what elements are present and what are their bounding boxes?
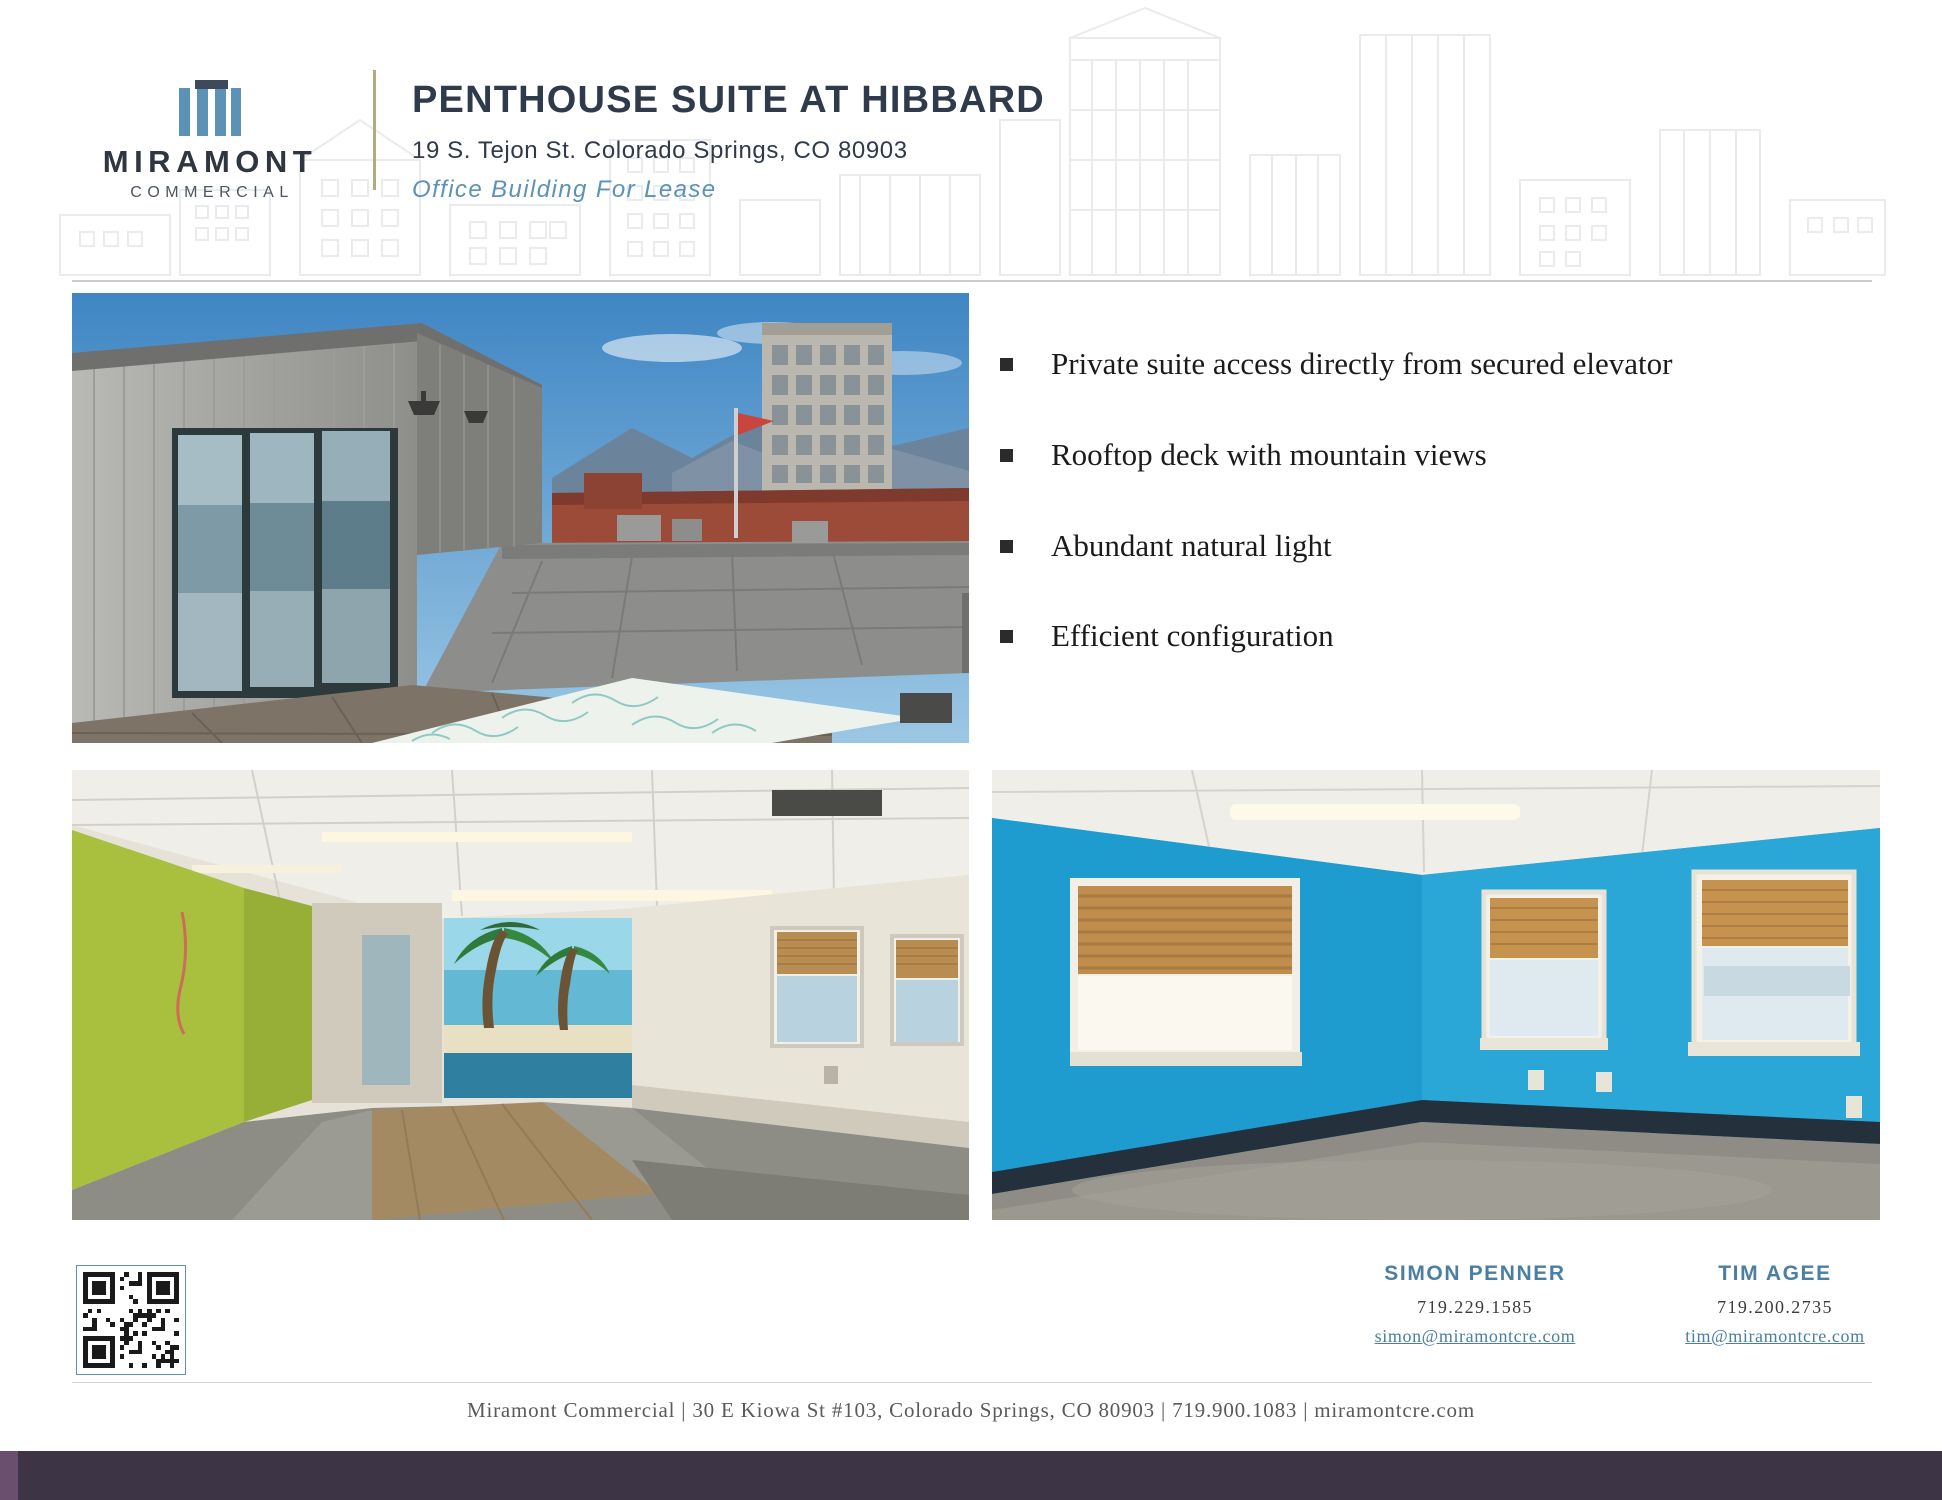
company-logo[interactable] bbox=[76, 80, 344, 202]
title-block bbox=[412, 78, 1045, 204]
footer-rule bbox=[72, 1382, 1872, 1383]
header-divider bbox=[373, 70, 376, 190]
bullet-text: Rooftop deck with mountain views bbox=[1051, 436, 1487, 472]
qr-code-icon[interactable] bbox=[76, 1265, 186, 1375]
list-item bbox=[1000, 345, 1920, 384]
header-rule bbox=[72, 280, 1872, 282]
bullet-square-icon bbox=[1000, 358, 1013, 371]
bullet-text: Abundant natural light bbox=[1051, 527, 1332, 563]
contact-name: SIMON PENNER bbox=[1384, 1262, 1566, 1285]
footer-text: Miramont Commercial | 30 E Kiowa St #103, Colorado Springs, CO 80903 | 719.900.1083 | miramontcre.com bbox=[467, 1398, 1475, 1422]
contact-name: TIM AGEE bbox=[1718, 1262, 1832, 1285]
list-item bbox=[1000, 617, 1920, 656]
photo-open-office bbox=[72, 770, 969, 1220]
photo-rooftop-deck bbox=[72, 293, 969, 743]
contact-phone[interactable]: 719.200.2735 bbox=[1717, 1297, 1833, 1317]
bullet-square-icon bbox=[1000, 540, 1013, 553]
footer-bar bbox=[0, 1451, 1942, 1500]
page-title: PENTHOUSE SUITE AT HIBBARD bbox=[412, 79, 1045, 121]
qr-code-pattern bbox=[83, 1272, 179, 1368]
contact-email[interactable]: simon@miramontcre.com bbox=[1374, 1326, 1576, 1346]
bullet-square-icon bbox=[1000, 630, 1013, 643]
list-item bbox=[1000, 527, 1920, 566]
list-item bbox=[1000, 436, 1920, 475]
bullet-text: Private suite access directly from secured elevator bbox=[1051, 346, 1673, 381]
miramont-logo-mark-icon bbox=[179, 80, 241, 136]
bullet-text: Efficient configuration bbox=[1051, 618, 1334, 654]
contact-email[interactable]: tim@miramontcre.com bbox=[1685, 1326, 1865, 1346]
photo-blue-office bbox=[992, 770, 1880, 1220]
footer-accent bbox=[0, 1451, 18, 1500]
listing-type: Office Building For Lease bbox=[412, 175, 717, 203]
contact-simon-penner bbox=[1370, 1262, 1580, 1347]
contact-block bbox=[1250, 1262, 1880, 1347]
feature-bullet-list bbox=[1000, 345, 1920, 708]
property-address: 19 S. Tejon St. Colorado Springs, CO 80903 bbox=[412, 136, 908, 164]
page-header bbox=[0, 0, 1942, 282]
bullet-square-icon bbox=[1000, 449, 1013, 462]
contact-phone[interactable]: 719.229.1585 bbox=[1417, 1297, 1533, 1317]
company-name: MIRAMONT bbox=[102, 144, 318, 179]
contact-tim-agee bbox=[1670, 1262, 1880, 1347]
company-subtitle: COMMERCIAL bbox=[130, 184, 294, 201]
